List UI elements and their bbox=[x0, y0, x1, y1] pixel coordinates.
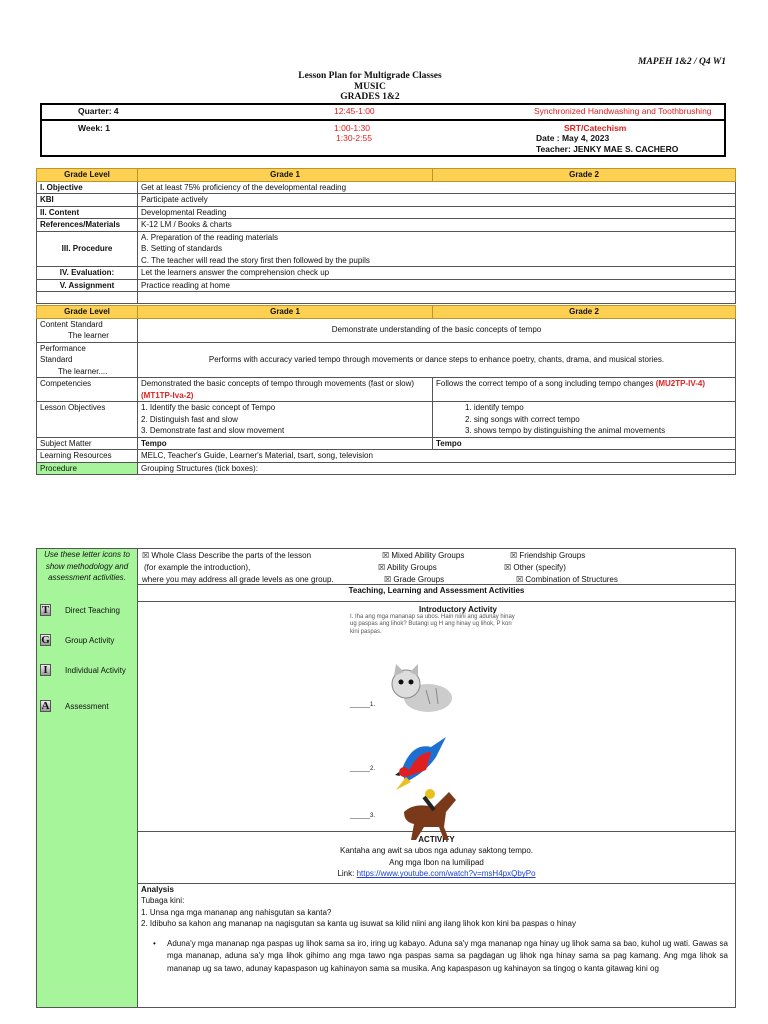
intro-instructions: I. Iha ang mga mananap sa ubos. Hain niini ang adunay hinay ug paspas ang lihok? Butangi ug H ang hinay ug lihok, P kon kini paspas. bbox=[350, 613, 515, 635]
option-ability-groups[interactable]: ☒ Ability Groups bbox=[378, 563, 437, 572]
option-grade-groups[interactable]: ☒ Grade Groups bbox=[384, 575, 445, 584]
header-grade-2: Grade 2 bbox=[433, 306, 736, 319]
row-label: References/Materials bbox=[37, 219, 138, 232]
row-value: Developmental Reading bbox=[138, 206, 736, 219]
legend-label: Assessment bbox=[65, 701, 109, 711]
analysis-line: 1. Unsa nga mga mananap ang nahisgutan sa kanta? bbox=[141, 907, 332, 917]
step: B. Setting of standards bbox=[141, 244, 222, 253]
competency-code: (MT1TP-Iva-2) bbox=[141, 390, 194, 400]
quarter: Quarter: 4 bbox=[78, 106, 119, 116]
row-label: I. Objective bbox=[37, 181, 138, 194]
performance-standard-label bbox=[37, 342, 138, 378]
introductory-activity bbox=[138, 601, 736, 831]
doc-subject: MUSIC bbox=[354, 82, 386, 92]
bullet-icon: • bbox=[153, 938, 156, 948]
doc-grades: GRADES 1&2 bbox=[340, 92, 400, 102]
activity-line: Kantaha ang awit sa ubos nga adunay saktong tempo. bbox=[339, 846, 534, 856]
blank-2: ______2. bbox=[350, 765, 376, 772]
competency-text: Demonstrated the basic concepts of tempo through movements (fast or slow) bbox=[141, 379, 415, 388]
cat-image bbox=[386, 662, 456, 717]
performance-standard: Performs with accuracy varied tempo through movements or dance steps to enhance poetry, chants, drama, and musical stories. bbox=[138, 342, 736, 378]
legend-label: Group Activity bbox=[65, 635, 115, 645]
label-line: The learner.... bbox=[58, 366, 108, 376]
doc-title: Lesson Plan for Multigrade Classes bbox=[298, 71, 442, 81]
date: Date : May 4, 2023 bbox=[536, 133, 610, 143]
assignment-value: Practice reading at home bbox=[138, 279, 736, 292]
legend-group-activity bbox=[40, 634, 134, 664]
icon-legend bbox=[40, 604, 134, 713]
evaluation-label: IV. Evaluation: bbox=[37, 267, 138, 280]
objectives-grade-2 bbox=[433, 402, 736, 438]
schedule-box bbox=[40, 103, 726, 157]
letter-a-icon: A bbox=[41, 699, 50, 712]
evaluation-value: Let the learners answer the comprehension check up bbox=[138, 267, 736, 280]
blank-1: ______1. bbox=[350, 701, 376, 708]
activity-title: ACTIVITY bbox=[418, 834, 455, 844]
header-grade-1: Grade 1 bbox=[138, 169, 433, 182]
competency-grade-1 bbox=[138, 378, 433, 402]
procedure-label: Procedure bbox=[37, 462, 138, 475]
competency-code: (MU2TP-IV-4) bbox=[655, 379, 706, 388]
header-grade-level: Grade Level bbox=[37, 169, 138, 182]
standards-table bbox=[36, 305, 736, 475]
label-line: Standard bbox=[40, 355, 73, 364]
letter-t-icon: T bbox=[41, 603, 50, 616]
grouping-options bbox=[138, 549, 736, 585]
activity-2: SRT/Catechism bbox=[564, 123, 627, 133]
resources: MELC, Teacher's Guide, Learner's Material, tsart, song, television bbox=[138, 450, 736, 463]
teacher: Teacher: JENKY MAE S. CACHERO bbox=[536, 144, 679, 154]
competency-grade-2 bbox=[433, 378, 736, 402]
letter-g-icon: G bbox=[41, 633, 50, 646]
header-grade-level: Grade Level bbox=[37, 306, 138, 319]
analysis-bullet bbox=[153, 938, 728, 976]
legend-direct-teaching bbox=[40, 604, 134, 634]
content-standard: Demonstrate understanding of the basic concepts of tempo bbox=[138, 318, 736, 342]
objectives-label: Lesson Objectives bbox=[37, 402, 138, 438]
subject-grade-2: Tempo bbox=[433, 437, 736, 450]
objective: 1. identify tempo bbox=[465, 403, 524, 412]
youtube-link[interactable]: https://www.youtube.com/watch?v=msH4pxQbyPo bbox=[356, 869, 536, 879]
objective: 1. Identify the basic concept of Tempo bbox=[141, 403, 276, 412]
header-grade-2: Grade 2 bbox=[433, 169, 736, 182]
link-label: Link: bbox=[337, 869, 355, 879]
analysis-title: Analysis bbox=[141, 884, 174, 894]
activities-table bbox=[36, 548, 736, 1008]
methodology-column bbox=[37, 549, 138, 1008]
option-whole-class[interactable]: ☒ Whole Class Describe the parts of the lesson bbox=[142, 551, 312, 560]
grouping-structures: Grouping Structures (tick boxes): bbox=[138, 462, 736, 475]
horse-image bbox=[394, 782, 459, 842]
option-friendship[interactable]: ☒ Friendship Groups bbox=[510, 551, 586, 560]
blank-3: ______3. bbox=[350, 812, 376, 819]
row-value: Participate actively bbox=[138, 194, 736, 207]
content-standard-label bbox=[37, 318, 138, 342]
option-other[interactable]: ☒ Other (specify) bbox=[504, 563, 566, 572]
analysis-line: 2. Idibuho sa kahon ang mananap na nagisgutan sa kanta ug isuwat sa kilid niini ang ilang lihok kon kini ba paspas o hinay bbox=[141, 919, 576, 929]
legend-label: Individual Activity bbox=[65, 665, 126, 675]
activity-1: Synchronized Handwashing and Toothbrushing bbox=[534, 106, 712, 116]
bullet-text: Aduna'y mga mananap nga paspas ug lihok sama sa iro, iring ug kabayo. Aduna sa'y mga mananap nga hinay ug lihok sama sa bao, kuhol ug wati. Gawas sa mga mananap, aduna sa'y mga lihok gihimo ang mga tawo nga paspas sama sa pagdagan ug lihok nga hinay sama sa pag kamang. Ang mga lihok sa mananap ug sa tawo, adunay kapaspason ug kahinayon sama sa musika. Ang kapaspason ug kahinayon sa tingog o kanta gitawag kini og bbox=[167, 938, 728, 973]
intro-title: Introductory Activity bbox=[419, 604, 497, 614]
procedure-steps bbox=[138, 231, 736, 267]
time-slot-1: 12:45-1:00 bbox=[334, 106, 375, 116]
objectives-grade-1 bbox=[138, 402, 433, 438]
row-value: Get at least 75% proficiency of the developmental reading bbox=[138, 181, 736, 194]
time-slot-3: 1:30-2:55 bbox=[336, 133, 372, 143]
step: C. The teacher will read the story first then followed by the pupils bbox=[141, 255, 370, 265]
subject-grade-1: Tempo bbox=[138, 437, 433, 450]
side-note: Use these letter icons to show methodology and assessment activities. bbox=[44, 550, 130, 582]
analysis-section bbox=[138, 883, 736, 1007]
row-label: KBI bbox=[37, 194, 138, 207]
legend-assessment bbox=[40, 700, 134, 713]
legend-individual-activity bbox=[40, 664, 134, 700]
competency-text: Follows the correct tempo of a song including tempo changes bbox=[436, 379, 654, 388]
week: Week: 1 bbox=[78, 123, 110, 133]
grouping-note: where you may address all grade levels as one group. bbox=[142, 575, 334, 584]
row-value: K-12 LM / Books & charts bbox=[138, 219, 736, 232]
grouping-note: (for example the introduction), bbox=[144, 563, 251, 572]
analysis-line: Tubaga kini: bbox=[141, 896, 185, 906]
option-combination[interactable]: ☒ Combination of Structures bbox=[516, 575, 618, 584]
row-label: II. Content bbox=[37, 206, 138, 219]
time-slot-2: 1:00-1:30 bbox=[334, 123, 370, 133]
document-code: MAPEH 1&2 / Q4 W1 bbox=[638, 57, 726, 67]
activity-line: Ang mga Ibon na lumilipad bbox=[389, 857, 484, 867]
option-mixed-ability[interactable]: ☒ Mixed Ability Groups bbox=[382, 551, 465, 560]
letter-i-icon: I bbox=[40, 664, 51, 676]
label-line: Content Standard bbox=[40, 319, 103, 329]
objective: 2. sing songs with correct tempo bbox=[465, 414, 580, 424]
subject-label: Subject Matter bbox=[37, 437, 138, 450]
step: A. Preparation of the reading materials bbox=[141, 232, 278, 242]
objective: 2. Distinguish fast and slow bbox=[141, 414, 238, 424]
objective: 3. shows tempo by distinguishing the animal movements bbox=[465, 426, 666, 435]
legend-label: Direct Teaching bbox=[65, 605, 120, 615]
label-line: The learner bbox=[68, 331, 109, 340]
section-title: Teaching, Learning and Assessment Activities bbox=[138, 585, 736, 602]
label-line: Performance bbox=[40, 343, 86, 353]
assignment-label: V. Assignment bbox=[37, 279, 138, 292]
objective: 3. Demonstrate fast and slow movement bbox=[141, 426, 285, 435]
resources-label: Learning Resources bbox=[37, 450, 138, 463]
objectives-table bbox=[36, 168, 736, 304]
competencies-label: Competencies bbox=[37, 378, 138, 402]
procedure-label: III. Procedure bbox=[37, 231, 138, 267]
header-grade-1: Grade 1 bbox=[138, 306, 433, 319]
